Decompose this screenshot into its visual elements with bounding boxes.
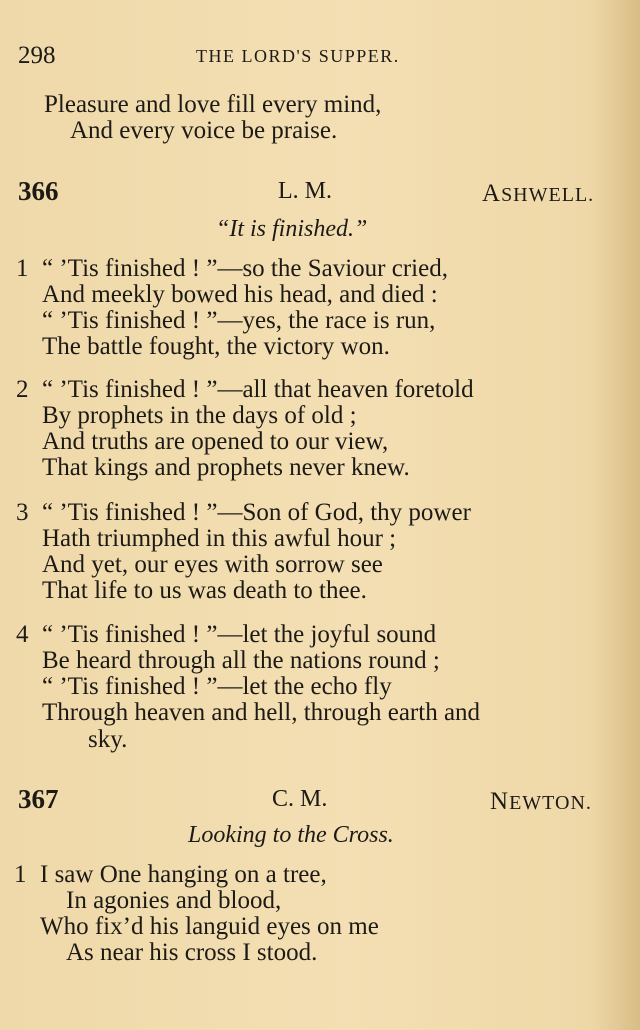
verse-line: By prophets in the days of old ; [42,402,357,429]
tune-rest: SHWELL. [501,184,595,206]
verse-line: As near his cross I stood. [66,939,318,966]
verse-line: That kings and prophets never knew. [42,454,410,481]
verse-line: The battle fought, the victory won. [42,333,390,360]
verse-line: And meekly bowed his head, and died : [42,281,438,308]
verse-line: sky. [88,726,128,753]
carryover-line: And every voice be praise. [70,117,338,144]
verse-line: And truths are opened to our view, [42,428,389,455]
verse-line: “ ’Tis finished ! ”—so the Saviour cried, [42,255,448,282]
tune-initial: A [482,180,502,207]
tune-initial: N [490,788,510,815]
verse-line: Hath triumphed in this awful hour ; [42,525,397,552]
verse-number: 1 [14,861,27,888]
hymn-subtitle: Looking to the Cross. [188,822,394,848]
verse-number: 3 [16,499,29,526]
verse-line: Be heard through all the nations round ; [42,647,440,674]
hymn-tune [482,180,594,208]
verse-number: 2 [16,376,29,403]
hymn-meter: C. M. [272,786,328,812]
verse-line: “ ’Tis finished ! ”—all that heaven foretold [42,376,474,403]
verse-line: “ ’Tis finished ! ”—yes, the race is run, [42,307,436,334]
verse-number: 1 [16,255,29,282]
verse-line: Through heaven and hell, through earth and [42,699,481,726]
verse-line: In agonies and blood, [66,887,282,914]
verse-line: And yet, our eyes with sorrow see [42,551,383,578]
verse-number: 4 [16,621,29,648]
verse-line: “ ’Tis finished ! ”—let the joyful sound [42,621,437,648]
verse-line: That life to us was death to thee. [42,577,367,604]
hymn-number: 366 [18,176,59,206]
verse-line: I saw One hanging on a tree, [40,861,327,888]
carryover-line: Pleasure and love fill every mind, [44,91,382,118]
hymn-tune [490,788,592,816]
tune-rest: EWTON. [509,792,592,814]
verse-line: “ ’Tis finished ! ”—Son of God, thy power [42,499,471,526]
verse-line: Who fix’d his languid eyes on me [40,913,379,940]
hymn-subtitle: “It is finished.” [216,216,368,242]
hymn-meter: L. M. [278,178,332,204]
hymn-number: 367 [18,784,59,814]
verse-line: “ ’Tis finished ! ”—let the echo fly [42,673,392,700]
page-number: 298 [18,42,56,69]
running-head: THE LORD'S SUPPER. [196,46,400,66]
